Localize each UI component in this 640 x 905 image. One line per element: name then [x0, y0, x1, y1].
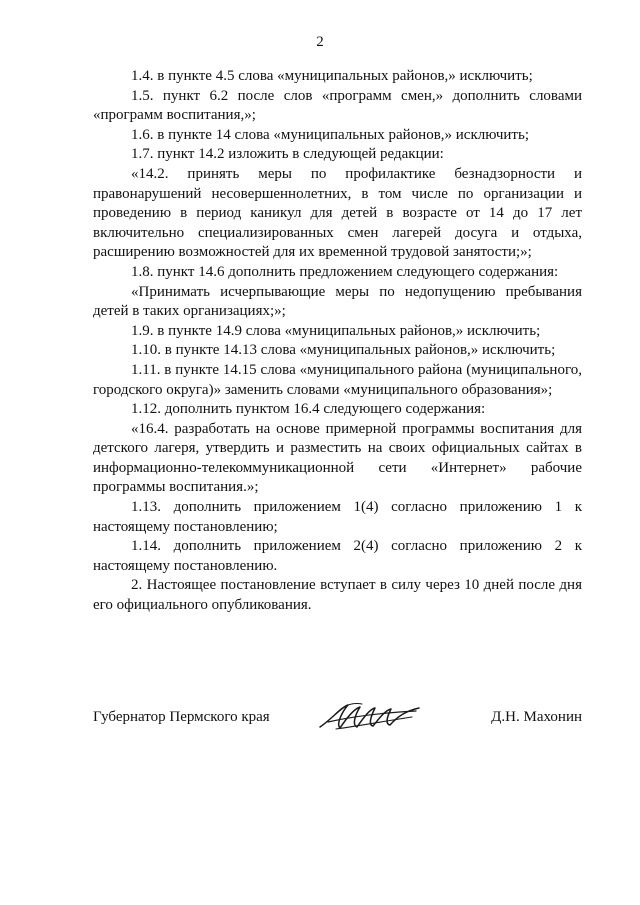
paragraph-1-10: 1.10. в пункте 14.13 слова «муниципальных районов,» исключить;: [131, 342, 556, 359]
paragraph-1-6: 1.6. в пункте 14 слова «муниципальных районов,» исключить;: [131, 126, 529, 143]
signatory-position: Губернатор Пермского края: [93, 709, 270, 725]
paragraph-16-4-text: «16.4. разработать на основе примерной программы воспитания для детского лагеря, утвердить и разместить на своих официальных сайтах в информационно-телекоммуникационной сети «Интернет» рабочие программы воспитания.»;: [93, 420, 582, 496]
paragraph-1-12: 1.12. дополнить пунктом 16.4 следующего содержания:: [131, 401, 486, 418]
paragraph-1-9: 1.9. в пункте 14.9 слова «муниципальных районов,» исключить;: [131, 322, 541, 339]
paragraph-14-2-text: «14.2. принять меры по профилактике безнадзорности и правонарушений несовершеннолетних, в том числе по организации и проведению в период каникул для детей в возрасте от 14 до 17 лет включительно специализированных смен лагерей досуга и отдыха, расширению возможностей для их временной трудовой занятости;»;: [93, 165, 582, 261]
paragraph-1-8: 1.8. пункт 14.6 дополнить предложением следующего содержания:: [131, 263, 559, 280]
document-body: [93, 67, 582, 616]
paragraph-1-14: 1.14. дополнить приложением 2(4) согласно приложению 2 к настоящему постановлению.: [93, 538, 582, 574]
paragraph-1-13: 1.13. дополнить приложением 1(4) согласно приложению 1 к настоящему постановлению;: [93, 499, 582, 535]
paragraph-1-11: 1.11. в пункте 14.15 слова «муниципального района (муниципального, городского округа)» заменить словами «муниципального образования»;: [93, 361, 582, 398]
signatory-name: Д.Н. Махонин: [491, 709, 582, 725]
page-number: 2: [316, 34, 324, 50]
paragraph-1-4: 1.4. в пункте 4.5 слова «муниципальных районов,» исключить;: [131, 68, 533, 84]
paragraph-14-6-text: «Принимать исчерпывающие меры по недопущению пребывания детей в таких организациях;»;: [93, 283, 582, 320]
signature-block: [93, 700, 582, 740]
handwritten-signature-icon: [316, 700, 426, 734]
paragraph-1-5: 1.5. пункт 6.2 после слов «программ смен,» дополнить словами «программ воспитания,»;: [93, 87, 582, 124]
paragraph-2: 2. Настоящее постановление вступает в силу через 10 дней после дня его официального опубликования.: [93, 577, 582, 614]
paragraph-1-7: 1.7. пункт 14.2 изложить в следующей редакции:: [131, 146, 444, 163]
